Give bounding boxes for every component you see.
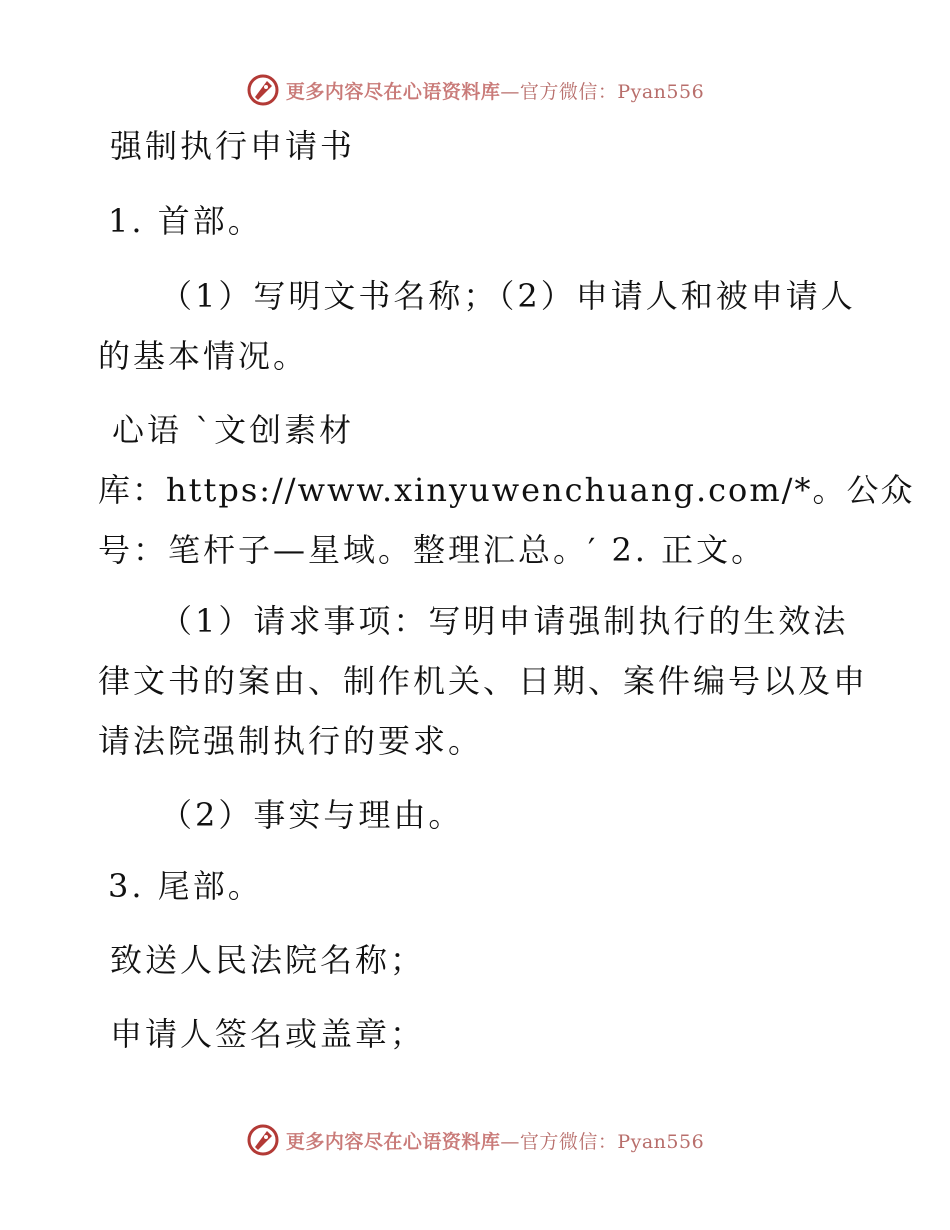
footer-watermark-banner [0,1120,950,1160]
document-title: 强制执行申请书 [110,127,356,165]
paragraph-line: 请法院强制执行的要求。 [98,722,484,760]
banner-main-text: 更多内容尽在心语资料库 [285,80,501,103]
paragraph-line: 号：笔杆子—星域。整理汇总。′ 2. 正文。 [98,531,767,569]
paragraph-line: （1）写明文书名称；（2）申请人和被申请人 [160,277,856,315]
section-3-heading: 3. 尾部。 [108,867,263,905]
paragraph-line: 心语 `文创素材 [112,411,355,449]
header-watermark-banner [0,70,950,110]
banner-inner [246,1123,704,1157]
paragraph-line: 申请人签名或盖章； [110,1015,426,1053]
pen-nib-logo-icon [246,73,280,107]
paragraph-line: 律文书的案由、制作机关、日期、案件编号以及申 [98,662,869,700]
banner-tail-text: —官方微信：Pyan556 [500,1130,705,1153]
paragraph-line: （1）请求事项：写明申请强制执行的生效法 [160,602,849,640]
banner-tail-text: —官方微信：Pyan556 [500,80,705,103]
banner-inner [246,73,704,107]
banner-text [286,1127,704,1154]
paragraph-line: 库：https://www.xinyuwenchuang.com/*。公众 [98,471,915,509]
section-1-heading: 1. 首部。 [108,202,263,240]
paragraph-line: 致送人民法院名称； [110,941,426,979]
banner-main-text: 更多内容尽在心语资料库 [285,1130,501,1153]
paragraph-line: 的基本情况。 [98,337,309,375]
paragraph-line: （2）事实与理由。 [160,796,464,834]
pen-nib-logo-icon [246,1123,280,1157]
banner-text [286,77,704,104]
